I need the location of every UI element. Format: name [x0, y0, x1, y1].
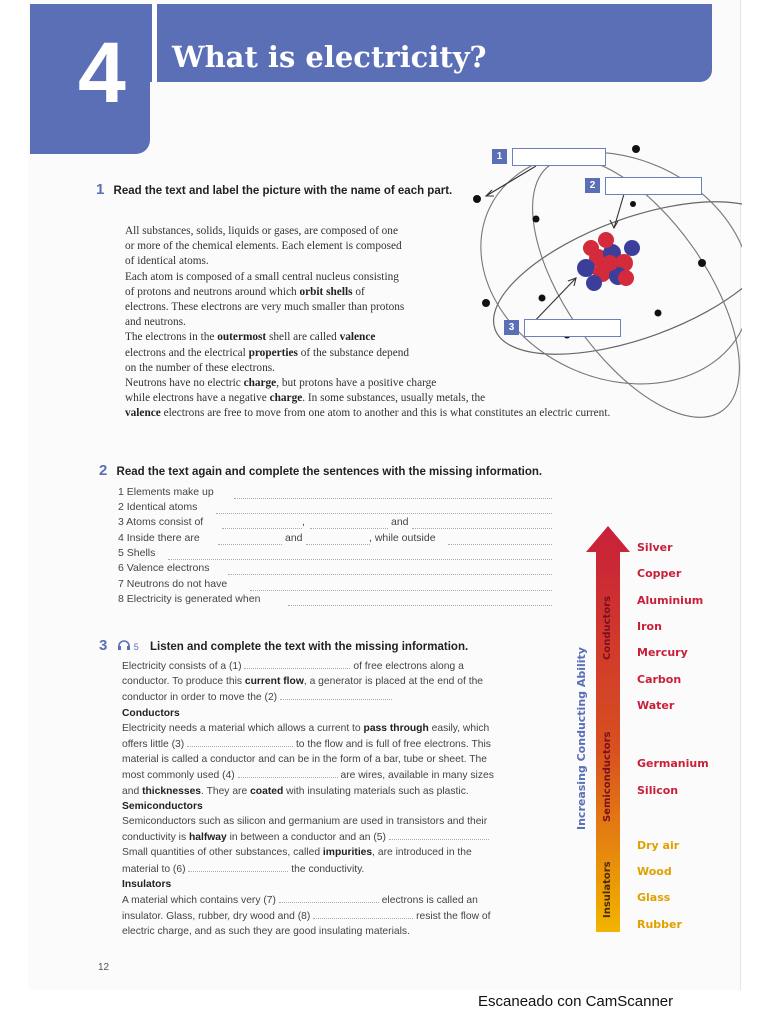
- paragraph-line: valence electrons are free to move from one atom to another and this is what constitutes an electric current.: [125, 407, 611, 420]
- s3-text: and: [122, 785, 140, 797]
- paragraph-line: The electrons in the outermost shell are called valence: [125, 331, 376, 344]
- section3-heading: [99, 637, 579, 654]
- gap-2[interactable]: [280, 689, 392, 700]
- subheading-semiconductors: Semiconductors: [122, 800, 203, 812]
- sentence-3-comma: ,: [302, 516, 305, 528]
- label-field-1[interactable]: [512, 148, 606, 166]
- section2-instruction: Read the text again and complete the sentences with the missing information.: [116, 466, 543, 478]
- section2-heading: [99, 462, 579, 479]
- material-silicon: Silicon: [637, 784, 679, 797]
- s3-text: , a generator is placed at the end of the: [303, 676, 484, 688]
- answer-line-3c[interactable]: [412, 517, 552, 529]
- material-silver: Silver: [637, 541, 673, 554]
- paragraph-line: or more of the chemical elements. Each element is composed: [125, 240, 402, 253]
- sentence-3-and: and: [391, 516, 409, 528]
- paragraph-line: Each atom is composed of a small central nucleus consisting: [125, 270, 399, 283]
- material-water: Water: [637, 699, 675, 712]
- section1-number: 1: [96, 181, 105, 198]
- material-copper: Copper: [637, 567, 682, 580]
- material-mercury: Mercury: [637, 646, 688, 659]
- sentence-3: 3 Atoms consist of: [118, 516, 204, 528]
- answer-line-1[interactable]: [234, 487, 552, 499]
- label-number-2: 2: [585, 178, 600, 193]
- gap-7[interactable]: [279, 892, 379, 903]
- s3-text: insulator. Glass, rubber, dry wood and (8): [122, 911, 311, 923]
- orbit-ellipse: [493, 125, 742, 448]
- scale-axis-label: Increasing Conducting Ability: [575, 647, 588, 830]
- sentence-7: 7 Neutrons do not have: [118, 578, 228, 590]
- material-wood: Wood: [637, 865, 672, 878]
- material-rubber: Rubber: [637, 918, 682, 931]
- scanner-watermark: Escaneado con CamScanner: [478, 993, 674, 1010]
- subheading-conductors: Conductors: [122, 707, 180, 719]
- sentence-6: 6 Valence electrons: [118, 562, 210, 574]
- sentence-4-while: , while outside: [369, 532, 436, 544]
- s3-text: , are introduced in the: [372, 847, 472, 859]
- answer-line-3b[interactable]: [310, 517, 388, 529]
- sentence-5: 5 Shells: [118, 547, 156, 559]
- material-glass: Glass: [637, 891, 671, 904]
- section2-number: 2: [99, 462, 108, 479]
- s3-keyword: pass through: [363, 722, 429, 734]
- answer-line-2[interactable]: [216, 502, 552, 514]
- sentence-4: 4 Inside there are: [118, 532, 200, 544]
- answer-line-6[interactable]: [228, 563, 552, 575]
- answer-line-7[interactable]: [250, 579, 552, 591]
- s3-keyword: impurities: [322, 847, 373, 859]
- answer-line-8[interactable]: [288, 594, 552, 606]
- s3-text: offers little (3): [122, 739, 185, 751]
- s3-text: Semiconductors such as silicon and germanium are used in transistors and their: [122, 816, 488, 828]
- s3-text: electrons is called an: [381, 895, 478, 907]
- paragraph-line: electrons and the electrical properties of the substance depend: [125, 346, 410, 359]
- gap-6[interactable]: [188, 861, 288, 872]
- material-iron: Iron: [637, 620, 662, 633]
- subheading-insulators: Insulators: [122, 878, 172, 890]
- section1-heading: [96, 181, 456, 200]
- s3-text: Electricity consists of a (1): [122, 661, 242, 672]
- s3-text: material to (6): [122, 863, 186, 875]
- s3-text: Small quantities of other substances, called: [122, 847, 321, 859]
- s3-text: most commonly used (4): [122, 770, 235, 782]
- answer-line-4a[interactable]: [218, 533, 282, 545]
- label-field-2[interactable]: [605, 177, 702, 195]
- answer-line-3a[interactable]: [222, 517, 302, 529]
- section3-instruction: Listen and complete the text with the missing information.: [149, 641, 469, 653]
- paragraph-line: on the number of these electrons.: [125, 361, 275, 374]
- material-germanium: Germanium: [637, 757, 709, 770]
- gap-8[interactable]: [313, 908, 413, 919]
- s3-text: in between a conductor and an (5): [229, 832, 386, 844]
- s3-text: easily, which: [431, 722, 490, 734]
- s3-text: with insulating materials such as plastic.: [286, 785, 469, 797]
- gap-5[interactable]: [389, 829, 489, 840]
- paragraph-line: and neutrons.: [125, 316, 186, 329]
- section1-instruction: Read the text and label the picture with the name of each part.: [113, 185, 453, 197]
- nucleus-icon: [577, 232, 640, 291]
- gap-4[interactable]: [238, 767, 338, 778]
- material-dry-air: Dry air: [637, 839, 680, 852]
- s3-text: Electricity needs a material which allows a current to: [122, 722, 361, 734]
- sentence-1: 1 Elements make up: [118, 486, 214, 498]
- s3-text: resist the flow of: [416, 911, 491, 923]
- gap-1[interactable]: [244, 658, 350, 669]
- audio-track: 5: [133, 642, 139, 652]
- paragraph-line: of identical atoms.: [125, 255, 209, 268]
- s3-text: conductivity is: [122, 832, 187, 844]
- unit-number: 4: [78, 25, 126, 121]
- s3-text: . They are: [201, 785, 248, 797]
- banner-divider: [152, 4, 157, 82]
- s3-keyword: current flow: [244, 676, 304, 688]
- paragraph-line: Neutrons have no electric charge, but protons have a positive charge: [125, 377, 437, 390]
- group-semiconductors: Semiconductors: [602, 731, 613, 822]
- s3-text: of free electrons along a: [353, 661, 464, 672]
- s3-text: conductor in order to move the (2): [122, 692, 278, 704]
- page-number: 12: [98, 962, 110, 973]
- s3-text: electric charge, and as such they are good insulating materials.: [122, 926, 410, 938]
- s3-keyword: thicknesses: [142, 785, 202, 797]
- s3-keyword: coated: [250, 785, 284, 797]
- paragraph-line: electrons. These electrons are very much smaller than protons: [125, 301, 405, 314]
- page-title: What is electricity?: [172, 40, 487, 74]
- gap-3[interactable]: [187, 736, 293, 747]
- group-conductors: Conductors: [602, 595, 613, 660]
- group-insulators: Insulators: [602, 861, 613, 918]
- answer-line-4b[interactable]: [306, 533, 370, 545]
- material-carbon: Carbon: [637, 673, 682, 686]
- sentence-4-and: and: [285, 532, 303, 544]
- paragraph-line: while electrons have a negative charge. In some substances, usually metals, the: [125, 392, 486, 405]
- s3-text: to the flow and is full of free electrons. This: [295, 739, 491, 751]
- label-number-1: 1: [492, 149, 507, 164]
- paragraph-line: All substances, solids, liquids or gases, are composed of one: [125, 225, 398, 237]
- paragraph-line: of protons and neutrons around which orbit shells of: [125, 285, 365, 298]
- label-field-3[interactable]: [524, 319, 621, 337]
- headphones-icon[interactable]: [117, 639, 131, 651]
- sentence-2: 2 Identical atoms: [118, 501, 198, 513]
- unit-number-block: [30, 4, 150, 154]
- section3-text: [122, 658, 552, 940]
- s3-text: the conductivity.: [291, 863, 365, 875]
- s3-text: are wires, available in many sizes: [340, 770, 494, 782]
- s3-text: conductor. To produce this: [122, 676, 243, 688]
- sentence-8: 8 Electricity is generated when: [118, 593, 261, 605]
- s3-text: A material which contains very (7): [122, 895, 276, 907]
- material-aluminium: Aluminium: [637, 594, 704, 607]
- label-number-3: 3: [504, 320, 519, 335]
- answer-line-4c[interactable]: [448, 533, 552, 545]
- s3-keyword: halfway: [188, 832, 227, 844]
- answer-line-5[interactable]: [168, 548, 552, 560]
- s3-text: material is called a conductor and can be in the form of a bar, tube or sheet. The: [122, 754, 487, 766]
- section3-number: 3: [99, 637, 108, 654]
